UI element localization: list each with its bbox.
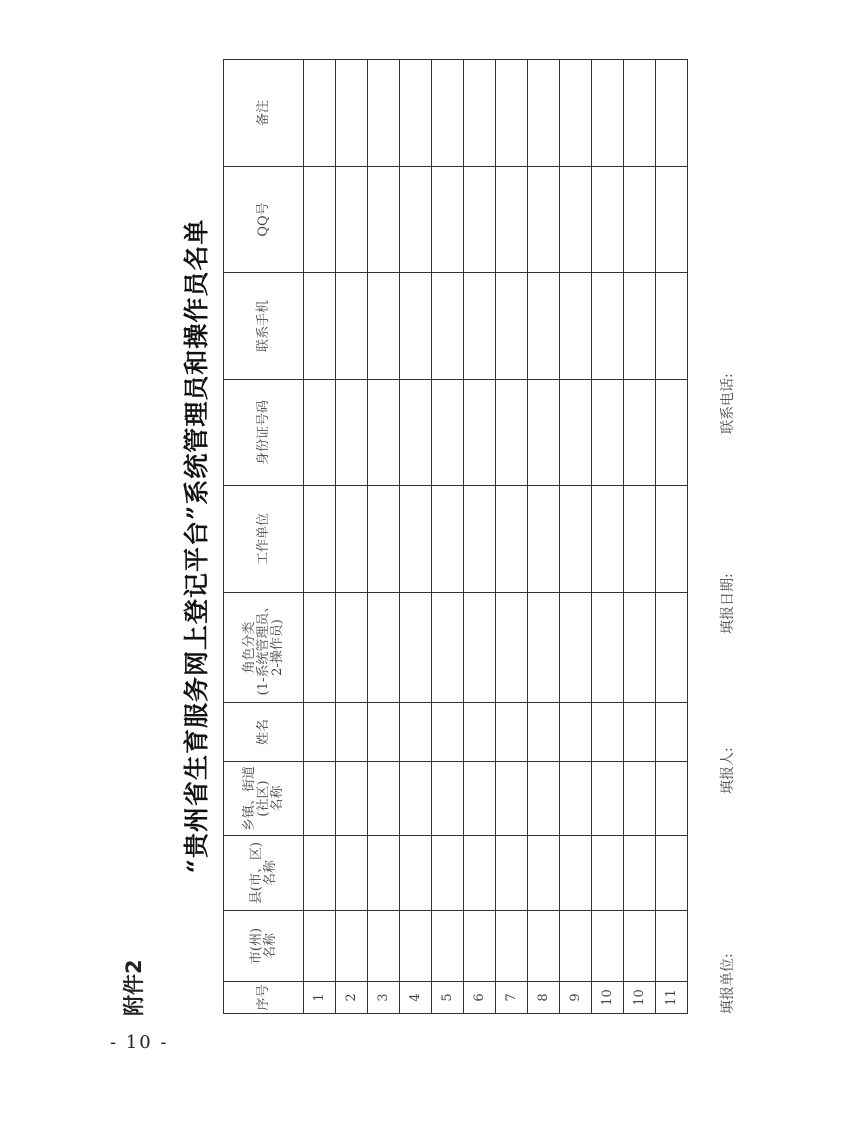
- table-header-row: [224, 60, 304, 1014]
- table-cell: [368, 703, 400, 762]
- table-row: [592, 60, 624, 1014]
- table-cell: [464, 911, 496, 982]
- table-cell: [496, 486, 528, 593]
- table-cell: [368, 911, 400, 982]
- table-cell: [400, 703, 432, 762]
- table-cell: [624, 167, 656, 273]
- table-cell: [528, 380, 560, 486]
- table-cell: [400, 593, 432, 703]
- table-cell: [560, 836, 592, 911]
- table-cell: [496, 836, 528, 911]
- table-cell: [304, 703, 336, 762]
- table-cell: [592, 762, 624, 836]
- table-cell: [624, 703, 656, 762]
- table-cell: [400, 911, 432, 982]
- row-number: 10: [592, 982, 624, 1014]
- table-row: [336, 60, 368, 1014]
- table-cell: [336, 911, 368, 982]
- table-cell: [464, 762, 496, 836]
- footer-unit-label: 填报单位:: [720, 953, 736, 1014]
- table-cell: [432, 593, 464, 703]
- table-cell: [528, 593, 560, 703]
- table-cell: [624, 593, 656, 703]
- row-number: 11: [656, 982, 688, 1014]
- table-cell: [304, 60, 336, 167]
- header-name: 姓名: [224, 703, 304, 762]
- document-title: “贵州省生育服务网上登记平台”系统管理员和操作员名单: [182, 218, 211, 874]
- table-cell: [464, 486, 496, 593]
- row-number: 3: [368, 982, 400, 1014]
- header-county: 县(市、区) 名称: [224, 836, 304, 911]
- table-cell: [528, 60, 560, 167]
- table-cell: [304, 762, 336, 836]
- header-mobile: 联系手机: [224, 273, 304, 380]
- table-cell: [656, 836, 688, 911]
- row-number: 8: [528, 982, 560, 1014]
- table-row: [464, 60, 496, 1014]
- table-cell: [592, 486, 624, 593]
- table-cell: [368, 273, 400, 380]
- table-cell: [400, 836, 432, 911]
- row-number: 1: [304, 982, 336, 1014]
- table-cell: [496, 593, 528, 703]
- table-cell: [400, 167, 432, 273]
- table-cell: [336, 762, 368, 836]
- table-row: [368, 60, 400, 1014]
- table-cell: [336, 486, 368, 593]
- table-cell: [368, 762, 400, 836]
- table-cell: [560, 703, 592, 762]
- table-cell: [592, 60, 624, 167]
- table-cell: [624, 273, 656, 380]
- table-cell: [656, 911, 688, 982]
- table-cell: [496, 380, 528, 486]
- table-cell: [336, 836, 368, 911]
- table-cell: [592, 167, 624, 273]
- row-number: 7: [496, 982, 528, 1014]
- table-row: [656, 60, 688, 1014]
- table-row: [304, 60, 336, 1014]
- table-cell: [304, 273, 336, 380]
- table-cell: [432, 911, 464, 982]
- table-cell: [528, 273, 560, 380]
- table-cell: [400, 380, 432, 486]
- header-remarks: 备注: [224, 60, 304, 167]
- table-cell: [336, 60, 368, 167]
- table-cell: [304, 486, 336, 593]
- table-row: [496, 60, 528, 1014]
- table-cell: [496, 703, 528, 762]
- table-cell: [304, 167, 336, 273]
- table-cell: [432, 762, 464, 836]
- table-cell: [304, 380, 336, 486]
- table-cell: [464, 167, 496, 273]
- table-cell: [304, 836, 336, 911]
- table-cell: [560, 380, 592, 486]
- header-workplace: 工作单位: [224, 486, 304, 593]
- footer-date-label: 填报日期:: [720, 573, 736, 634]
- table-cell: [560, 762, 592, 836]
- row-number: 2: [336, 982, 368, 1014]
- table-cell: [368, 836, 400, 911]
- table-cell: [336, 593, 368, 703]
- table-cell: [432, 167, 464, 273]
- table-cell: [592, 380, 624, 486]
- table-cell: [624, 911, 656, 982]
- header-township: 乡镇、街道 (社区) 名称: [224, 762, 304, 836]
- table-cell: [528, 703, 560, 762]
- table-cell: [336, 703, 368, 762]
- table-cell: [464, 380, 496, 486]
- table-row: [624, 60, 656, 1014]
- table-cell: [368, 593, 400, 703]
- page-number: - 10 -: [110, 1032, 169, 1053]
- table-cell: [464, 273, 496, 380]
- table-row: [528, 60, 560, 1014]
- table-cell: [368, 486, 400, 593]
- table-cell: [592, 836, 624, 911]
- row-number: 4: [400, 982, 432, 1014]
- table-cell: [624, 60, 656, 167]
- table-cell: [656, 703, 688, 762]
- table-cell: [304, 593, 336, 703]
- table-row: [432, 60, 464, 1014]
- header-qq: QQ号: [224, 167, 304, 273]
- table-cell: [528, 167, 560, 273]
- table-cell: [656, 593, 688, 703]
- table-cell: [528, 836, 560, 911]
- table-cell: [592, 593, 624, 703]
- attachment-label: 附件2: [122, 959, 146, 1016]
- table-cell: [400, 486, 432, 593]
- table-cell: [496, 911, 528, 982]
- table-cell: [464, 703, 496, 762]
- table-cell: [336, 273, 368, 380]
- table-row: [560, 60, 592, 1014]
- table-cell: [464, 836, 496, 911]
- row-number: 5: [432, 982, 464, 1014]
- table-cell: [432, 273, 464, 380]
- table-cell: [624, 762, 656, 836]
- footer-phone-label: 联系电话:: [720, 373, 736, 434]
- table-cell: [560, 911, 592, 982]
- table-cell: [432, 836, 464, 911]
- table-cell: [400, 60, 432, 167]
- table-cell: [592, 273, 624, 380]
- header-id-number: 身份证号码: [224, 380, 304, 486]
- row-number: 9: [560, 982, 592, 1014]
- table-cell: [656, 273, 688, 380]
- table-cell: [560, 593, 592, 703]
- table-cell: [496, 762, 528, 836]
- table-cell: [464, 593, 496, 703]
- table-cell: [368, 167, 400, 273]
- header-seq: 序号: [224, 982, 304, 1014]
- table-cell: [656, 60, 688, 167]
- table-cell: [336, 380, 368, 486]
- table-cell: [496, 273, 528, 380]
- table-cell: [432, 380, 464, 486]
- table-cell: [560, 167, 592, 273]
- table-cell: [528, 486, 560, 593]
- table-cell: [336, 167, 368, 273]
- table-cell: [368, 60, 400, 167]
- table-cell: [400, 273, 432, 380]
- table-cell: [432, 703, 464, 762]
- table-cell: [560, 486, 592, 593]
- table-cell: [656, 380, 688, 486]
- row-number: 6: [464, 982, 496, 1014]
- table-cell: [656, 167, 688, 273]
- table-cell: [624, 836, 656, 911]
- footer-person-label: 填报人:: [720, 747, 736, 794]
- table-cell: [304, 911, 336, 982]
- table-cell: [464, 60, 496, 167]
- table-cell: [560, 273, 592, 380]
- header-city: 市(州) 名称: [224, 911, 304, 982]
- table-cell: [656, 486, 688, 593]
- table-cell: [400, 762, 432, 836]
- table-cell: [592, 911, 624, 982]
- table-cell: [656, 762, 688, 836]
- table-cell: [560, 60, 592, 167]
- table-cell: [432, 60, 464, 167]
- header-role: 角色分类 (1-系统管理员、 2-操作员): [224, 593, 304, 703]
- table-cell: [624, 380, 656, 486]
- table-cell: [624, 486, 656, 593]
- table-cell: [528, 762, 560, 836]
- table-cell: [592, 703, 624, 762]
- table-cell: [496, 60, 528, 167]
- roster-table: [223, 59, 688, 1014]
- table-cell: [496, 167, 528, 273]
- table-row: [400, 60, 432, 1014]
- table-cell: [368, 380, 400, 486]
- row-number: 10: [624, 982, 656, 1014]
- table-cell: [432, 486, 464, 593]
- table-cell: [528, 911, 560, 982]
